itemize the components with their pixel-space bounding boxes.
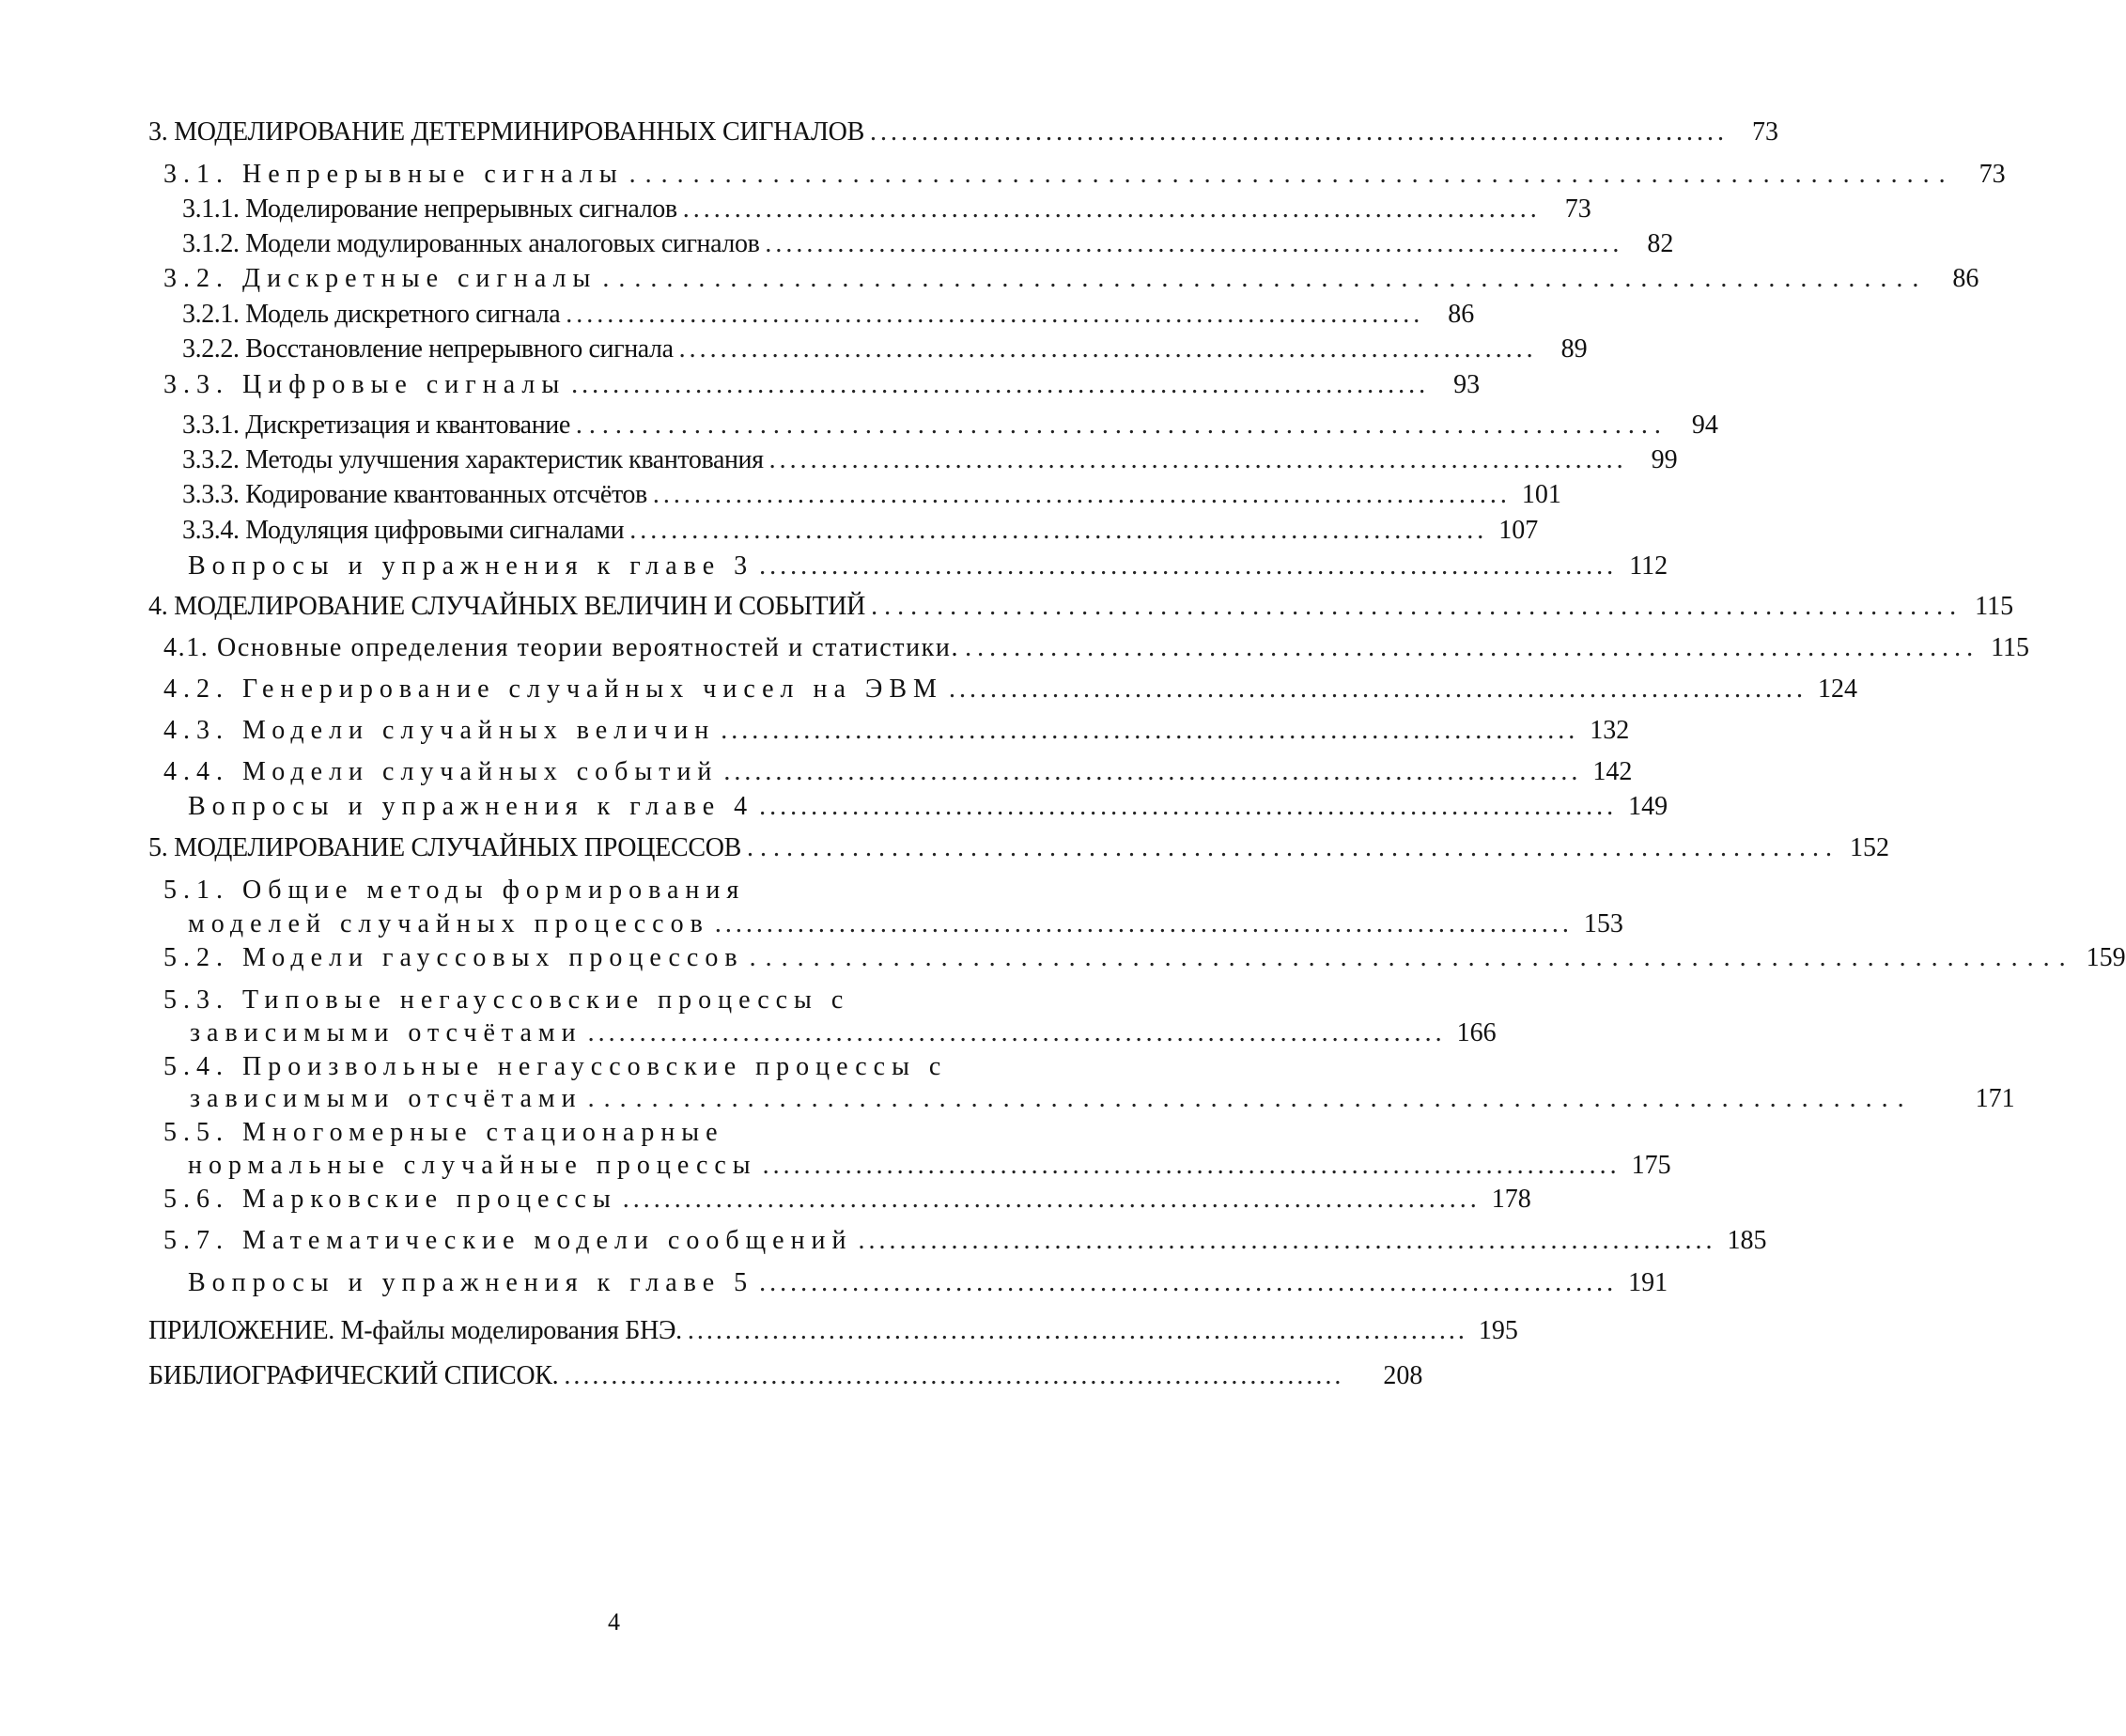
toc-entry-questions-5 [188, 1268, 1668, 1297]
toc-entry-page: 132 [1590, 716, 1630, 745]
toc-entry-title: 3.2. Дискретные сигналы [163, 264, 597, 293]
toc-entry-5-7 [163, 1226, 1767, 1255]
toc-entry-5-1 [163, 877, 1150, 904]
toc-entry-3-1-1 [182, 194, 1591, 224]
toc-entry-title: Вопросы и упражнения к главе 4 [188, 792, 754, 821]
toc-entry-page: 124 [1817, 674, 1857, 704]
toc-entry-title: 3.3.3. Кодирование квантованных отсчётов [182, 480, 647, 509]
toc-entry-title: 5. МОДЕЛИРОВАНИЕ СЛУЧАЙНЫХ ПРОЦЕССОВ [148, 833, 741, 862]
toc-entry-page: 94 [1691, 411, 1718, 440]
toc-entry-5-6 [163, 1185, 1531, 1214]
toc-entry-appendix [148, 1316, 1518, 1345]
toc-entry-3-3-1 [182, 411, 1718, 440]
toc-entry-4-4 [163, 757, 1633, 786]
toc-entry-chapter-5 [148, 833, 1889, 862]
toc-entry-title: 3.3.1. Дискретизация и квантование [182, 411, 570, 440]
toc-entry-page: 73 [1979, 160, 2006, 189]
toc-entry-page: 82 [1647, 229, 1674, 258]
dot-leader: ................................................................................... [587, 1084, 1914, 1113]
toc-entry-title: 5.4. Произвольные негауссовские процессы с [163, 1052, 948, 1081]
toc-entry-4-3 [163, 716, 1630, 745]
toc-entry-title: 3.3.4. Модуляция цифровыми сигналами [182, 516, 625, 545]
dot-leader: ................................................................................... [747, 833, 1839, 862]
dot-leader: ................................................................................... [965, 633, 1979, 662]
toc-entry-page: 175 [1631, 1151, 1671, 1180]
dot-leader: ................................................................................... [759, 1268, 1618, 1297]
toc-entry-title: зависимыми отсчётами [190, 1018, 582, 1047]
dot-leader: ................................................................................... [762, 1151, 1621, 1180]
toc-entry-page: 115 [1991, 633, 2030, 662]
dot-leader: ................................................................................... [587, 1018, 1446, 1047]
toc-entry-page: 166 [1456, 1018, 1497, 1047]
dot-leader: ................................................................................... [869, 117, 1728, 147]
toc-entry-3-3-2 [182, 445, 1678, 474]
toc-entry-title: 4.3. Модели случайных величин [163, 716, 716, 745]
toc-entry-page: 86 [1448, 300, 1475, 329]
toc-entry-title: 4. МОДЕЛИРОВАНИЕ СЛУЧАЙНЫХ ВЕЛИЧИН И СОБЫТИЙ [148, 592, 866, 621]
toc-entry-title: 3.1.1. Моделирование непрерывных сигналов [182, 194, 677, 224]
toc-entry-title: Вопросы и упражнения к главе 3 [188, 551, 754, 581]
toc-entry-5-3-cont [190, 1018, 1497, 1047]
toc-entry-page: 112 [1629, 551, 1668, 581]
toc-entry-title: 5.6. Марковские процессы [163, 1185, 617, 1214]
dot-leader: ................................................................................... [571, 370, 1430, 399]
toc-entry-title: ПРИЛОЖЕНИЕ. М-файлы моделирования БНЭ. [148, 1316, 682, 1345]
toc-entry-title: БИБЛИОГРАФИЧЕСКИЙ СПИСОК. [148, 1361, 559, 1390]
toc-entry-page: 152 [1850, 833, 1889, 862]
toc-entry-page: 115 [1975, 592, 2014, 621]
toc-entry-title: 5.5. Многомерные стационарные [163, 1118, 724, 1147]
dot-leader: ................................................................................... [768, 445, 1627, 474]
dot-leader: ................................................................................... [765, 229, 1623, 258]
toc-entry-chapter-4 [148, 592, 2014, 621]
toc-entry-page: 93 [1453, 370, 1481, 399]
toc-entry-page: 208 [1383, 1361, 1423, 1390]
toc-entry-title: 4.4. Модели случайных событий [163, 757, 719, 786]
toc-entry-4-1 [163, 633, 2030, 662]
toc-entry-page: 153 [1583, 909, 1623, 938]
toc-entry-bibliography [148, 1361, 1423, 1390]
toc-entry-5-1-cont [188, 909, 1623, 938]
toc-entry-3-2-1 [182, 300, 1475, 329]
page-number: 4 [608, 1608, 620, 1635]
dot-leader: ................................................................................... [714, 909, 1573, 938]
toc-entry-title: 3.3. Цифровые сигналы [163, 370, 566, 399]
toc-entry-page: 142 [1592, 757, 1633, 786]
toc-entry-title: 3.1. Непрерывные сигналы [163, 160, 624, 189]
dot-leader: ................................................................................... [759, 551, 1618, 581]
toc-entry-page: 73 [1564, 194, 1591, 224]
toc-entry-3-3-3 [182, 480, 1561, 509]
toc-entry-page: 159 [2086, 943, 2126, 972]
toc-entry-chapter-3 [148, 117, 1778, 147]
toc-entry-5-4-cont [190, 1084, 2015, 1113]
toc-entry-4-2 [163, 674, 1857, 704]
toc-entry-page: 99 [1651, 445, 1678, 474]
toc-entry-3-2 [163, 264, 1979, 293]
toc-entry-3-1 [163, 160, 2006, 189]
toc-entry-title: 5.2. Модели гауссовых процессов [163, 943, 744, 972]
dot-leader: ................................................................................... [858, 1226, 1716, 1255]
toc-entry-5-4 [163, 1054, 1150, 1080]
dot-leader: ................................................................................... [622, 1185, 1481, 1214]
dot-leader: ................................................................................... [602, 264, 1929, 293]
dot-leader: ................................................................................... [678, 334, 1537, 364]
toc-entry-3-2-2 [182, 334, 1588, 364]
toc-entry-page: 195 [1478, 1316, 1518, 1345]
toc-entry-title: 5.1. Общие методы формирования [163, 876, 746, 905]
toc-entry-title: 3.2.1. Модель дискретного сигнала [182, 300, 561, 329]
toc-entry-3-3-4 [182, 516, 1539, 545]
dot-leader: ................................................................................... [564, 1361, 1344, 1390]
dot-leader: ................................................................................... [871, 592, 1963, 621]
toc-entry-page: 171 [1975, 1084, 2015, 1113]
dot-leader: ................................................................................... [759, 792, 1618, 821]
toc-entry-page: 178 [1491, 1185, 1531, 1214]
toc-entry-title: 3. МОДЕЛИРОВАНИЕ ДЕТЕРМИНИРОВАННЫХ СИГНАЛОВ [148, 117, 864, 147]
toc-entry-5-3 [163, 987, 1150, 1014]
toc-entry-title: 3.2.2. Восстановление непрерывного сигнала [182, 334, 674, 364]
toc-entry-page: 89 [1560, 334, 1588, 364]
toc-entry-page: 107 [1498, 516, 1539, 545]
toc-entry-title: 3.3.2. Методы улучшения характеристик квантования [182, 445, 764, 474]
toc-entry-questions-3 [188, 551, 1668, 581]
dot-leader: ................................................................................... [749, 943, 2075, 972]
dot-leader: ................................................................................... [948, 674, 1807, 704]
toc-entry-page: 185 [1727, 1226, 1767, 1255]
toc-entry-title: Вопросы и упражнения к главе 5 [188, 1268, 754, 1297]
toc-entry-page: 86 [1952, 264, 1979, 293]
dot-leader: ................................................................................... [652, 480, 1511, 509]
toc-entry-page: 149 [1628, 792, 1668, 821]
toc-entry-5-5 [163, 1120, 1150, 1146]
dot-leader: ................................................................................... [628, 160, 1955, 189]
toc-entry-title: 5.3. Типовые негауссовские процессы с [163, 985, 850, 1015]
toc-entry-title: 4.1. Основные определения теории вероятностей и статистики. [163, 633, 960, 662]
dot-leader: ................................................................................... [682, 194, 1541, 224]
toc-entry-3-1-2 [182, 229, 1674, 258]
toc-entry-title: 4.2. Генерирование случайных чисел на ЭВМ [163, 674, 943, 704]
toc-entry-title: 3.1.2. Модели модулированных аналоговых сигналов [182, 229, 760, 258]
toc-entry-page: 191 [1628, 1268, 1668, 1297]
toc-entry-title: зависимыми отсчётами [190, 1084, 582, 1113]
dot-leader: ................................................................................... [566, 300, 1424, 329]
table-of-contents [148, 0, 2126, 1503]
toc-entry-page: 101 [1521, 480, 1561, 509]
dot-leader: ................................................................................... [575, 411, 1668, 440]
dot-leader: ................................................................................... [723, 757, 1582, 786]
toc-entry-title: моделей случайных процессов [188, 909, 709, 938]
toc-entry-questions-4 [188, 792, 1668, 821]
dot-leader: ................................................................................... [721, 716, 1579, 745]
dot-leader: ................................................................................... [687, 1316, 1467, 1345]
toc-entry-3-3 [163, 370, 1481, 399]
toc-entry-5-5-cont [188, 1151, 1671, 1180]
toc-entry-title: нормальные случайные процессы [188, 1151, 757, 1180]
toc-entry-5-2 [163, 943, 2126, 972]
toc-entry-title: 5.7. Математические модели сообщений [163, 1226, 853, 1255]
dot-leader: ................................................................................... [629, 516, 1488, 545]
toc-entry-page: 73 [1751, 117, 1778, 147]
